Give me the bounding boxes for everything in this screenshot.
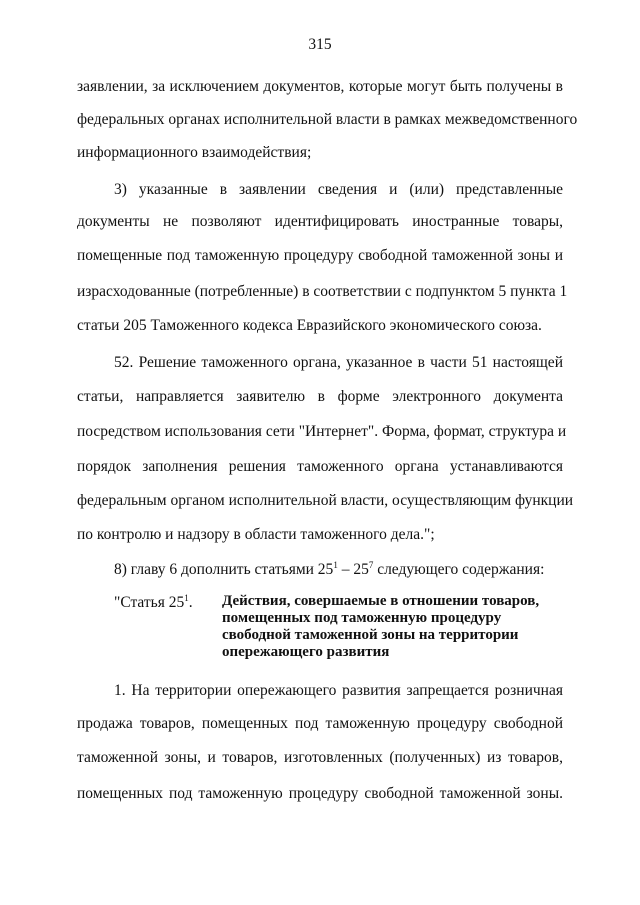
text-line: продажа товаров, помещенных под таможенную процедуру свободной xyxy=(77,715,563,732)
text-line: статьи, направляется заявителю в форме электронного документа xyxy=(77,388,563,405)
amendment-line xyxy=(114,560,563,580)
text-line: израсходованные (потребленные) в соответствии с подпунктом 5 пункта 1 xyxy=(77,283,568,300)
text-line: федеральных органах исполнительной власти в рамках межведомственного xyxy=(77,111,578,128)
text-line: порядок заполнения решения таможенного органа устанавливаются xyxy=(77,458,563,475)
amendment-text: 8) главу 6 дополнить статьями 25 xyxy=(114,561,334,578)
amendment-text: следующего содержания: xyxy=(373,561,545,578)
text-line: помещенные под таможенную процедуру свободной таможенной зоны и xyxy=(77,247,563,264)
text-line: 52. Решение таможенного органа, указанное в части 51 настоящей xyxy=(114,354,563,371)
article-title xyxy=(222,593,562,661)
article-title-line: опережающего развития xyxy=(222,644,390,660)
article-label xyxy=(114,593,193,613)
page-number: 315 xyxy=(308,36,332,53)
text-line: информационного взаимодействия; xyxy=(77,144,312,161)
text-line: 3) указанные в заявлении сведения и (или) представленные xyxy=(114,181,563,198)
text-line: посредством использования сети "Интернет". Форма, формат, структура и xyxy=(77,423,567,440)
text-line: статьи 205 Таможенного кодекса Евразийского экономического союза. xyxy=(77,317,542,334)
article-title-line: свободной таможенной зоны на территории xyxy=(222,627,519,643)
superscript: 7 xyxy=(368,560,374,570)
text-line: заявлении, за исключением документов, которые могут быть получены в xyxy=(77,78,563,95)
superscript: 1 xyxy=(184,593,189,603)
article-label-dot: . xyxy=(188,594,193,611)
text-line: федеральным органом исполнительной власти, осуществляющим функции xyxy=(77,492,574,509)
article-label-text: "Статья 25 xyxy=(114,594,185,611)
text-line: помещенных под таможенную процедуру свободной таможенной зоны. xyxy=(77,785,563,802)
text-line: 1. На территории опережающего развития запрещается розничная xyxy=(114,682,563,699)
text-line: по контролю и надзору в области таможенного дела."; xyxy=(77,526,435,543)
text-line: документы не позволяют идентифицировать иностранные товары, xyxy=(77,213,563,230)
article-title-line: помещенных под таможенную процедуру xyxy=(222,610,502,626)
article-title-line: Действия, совершаемые в отношении товаров, xyxy=(222,593,540,609)
amendment-text: – 25 xyxy=(337,561,369,578)
text-line: таможенной зоны, и товаров, изготовленных (полученных) из товаров, xyxy=(77,749,563,766)
superscript: 1 xyxy=(333,560,338,570)
